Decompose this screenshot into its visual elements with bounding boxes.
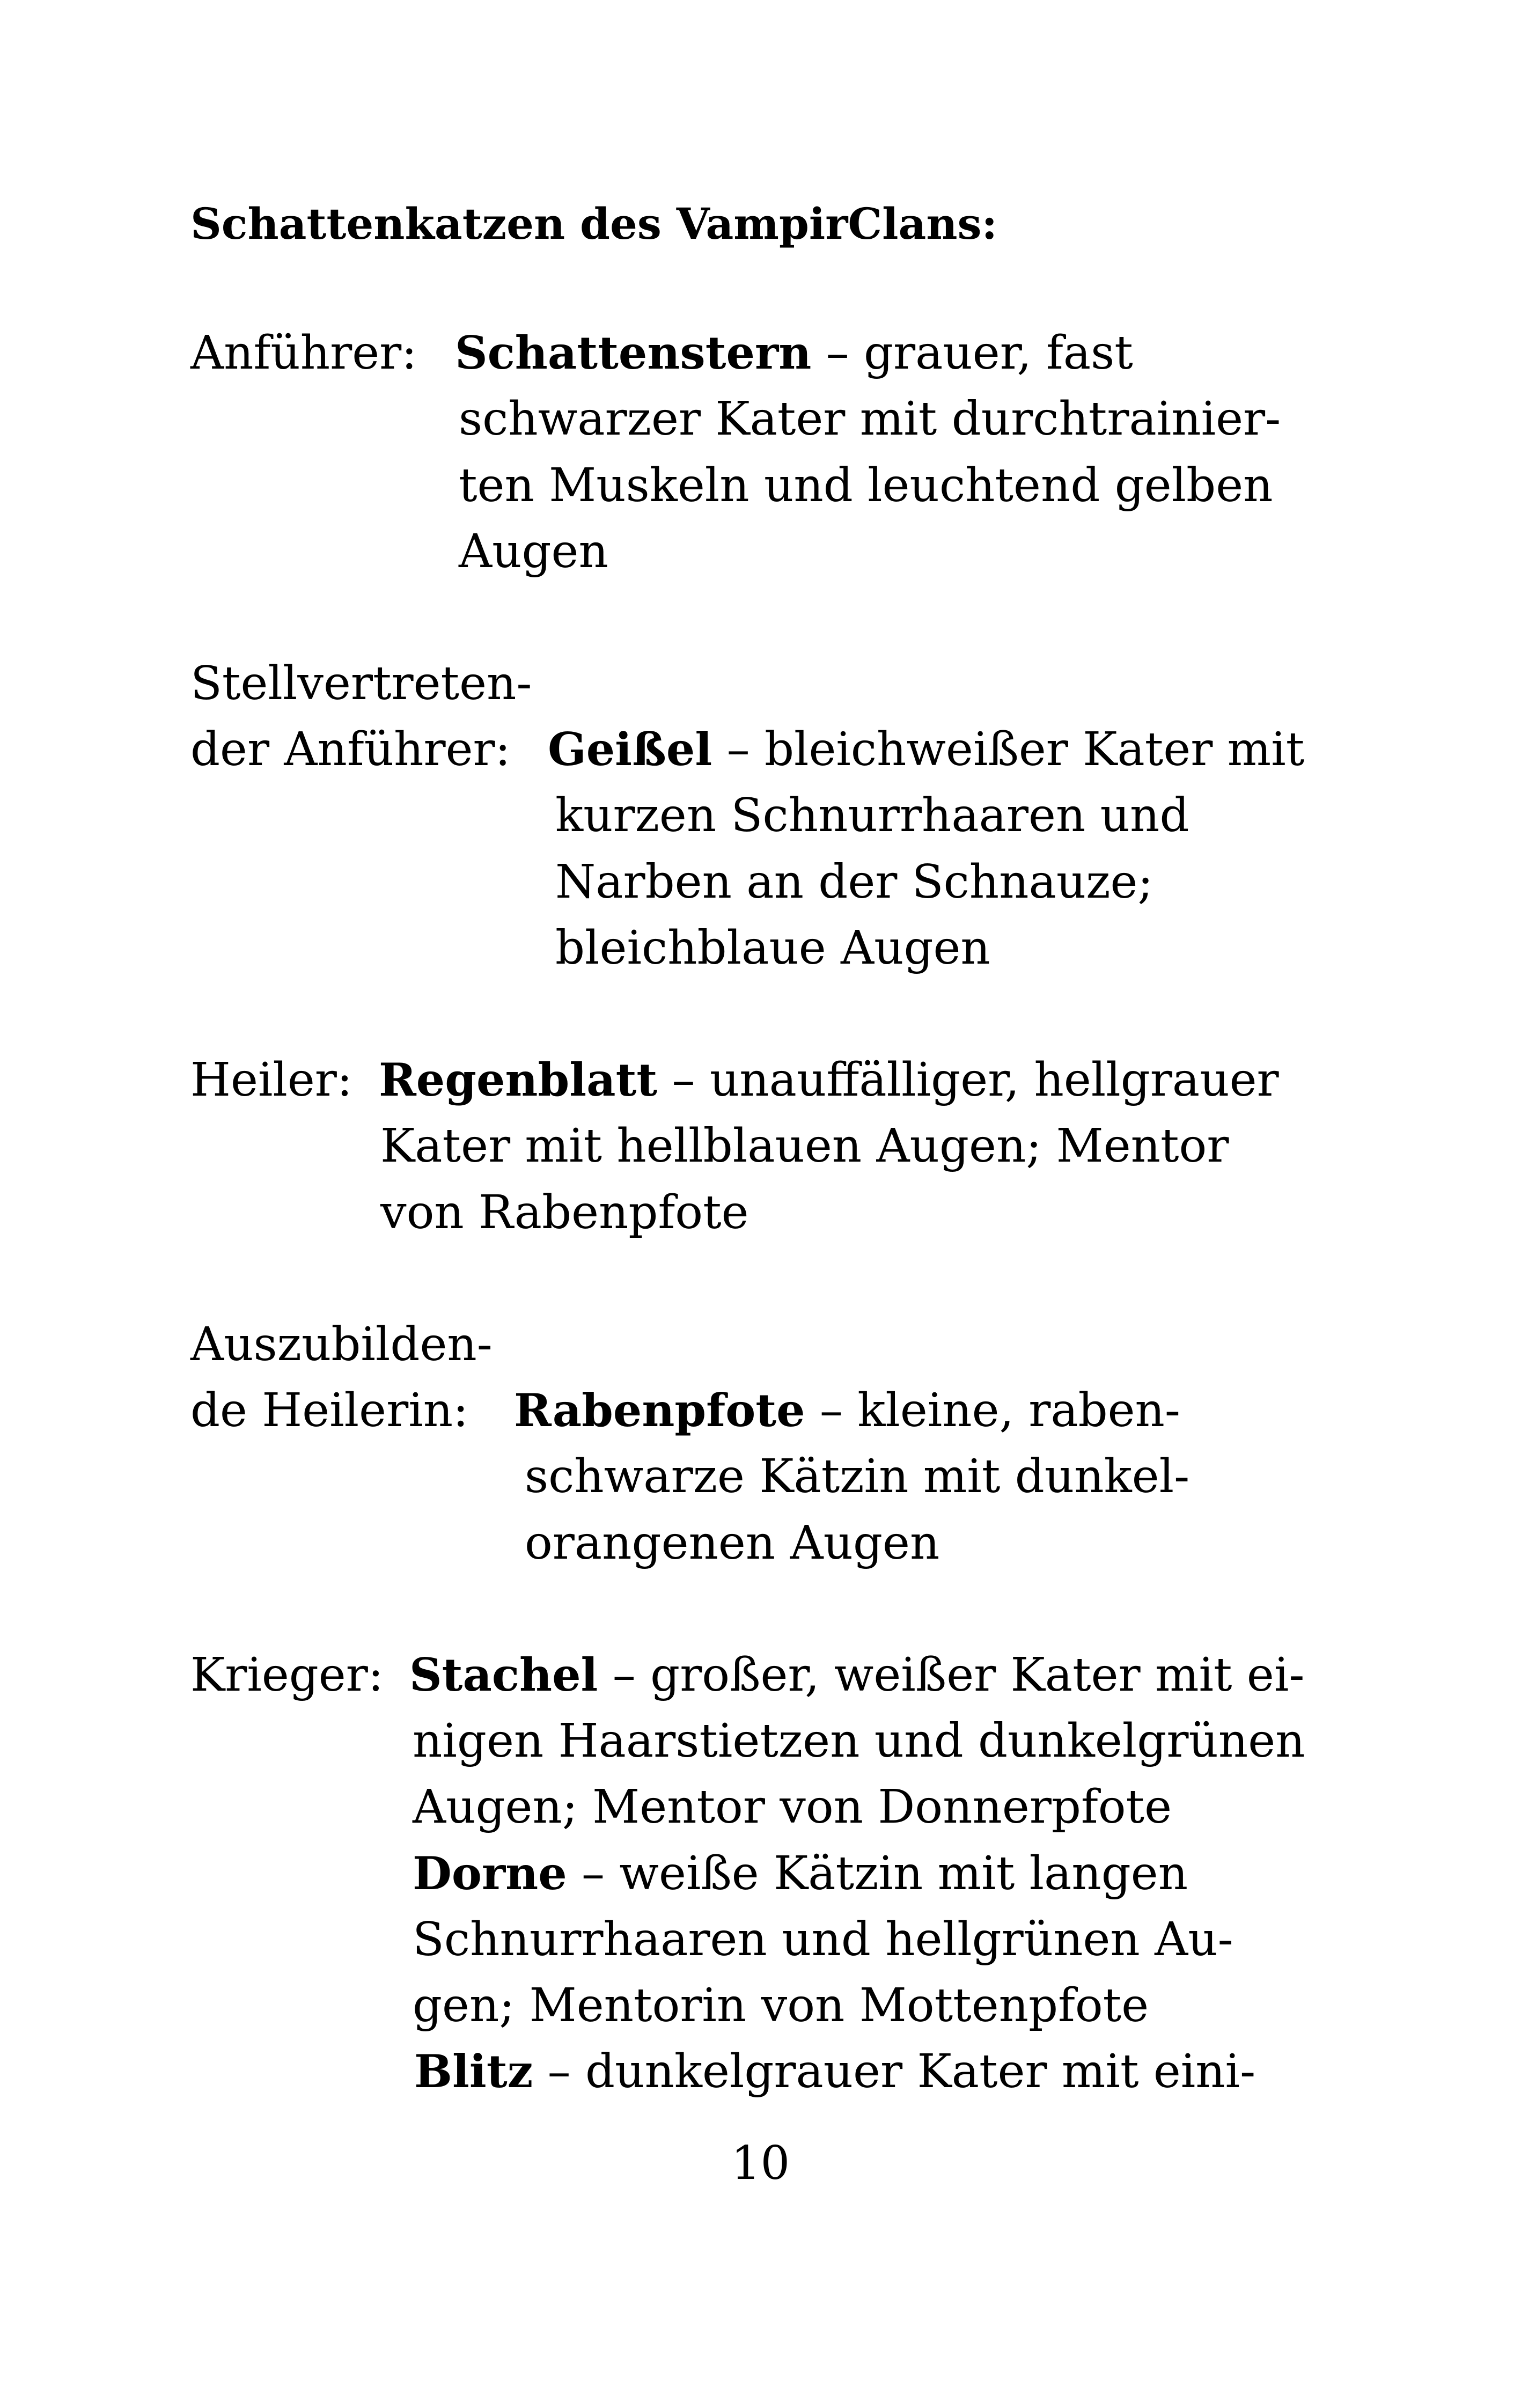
entry-first-line: [514, 1377, 1180, 1444]
description-line: Augen; Mentor von Donnerpfote: [413, 1780, 1172, 1834]
cat-description: – weiße Kätzin mit langen: [567, 1847, 1188, 1900]
description-line: Schnurrhaaren und hellgrünen Au-: [413, 1913, 1233, 1966]
entry-first-line: [455, 320, 1133, 386]
description-line: Narben an der Schnauze;: [555, 855, 1153, 909]
role-label: Krieger:: [190, 1648, 384, 1702]
entry-first-line: [409, 1642, 1304, 1708]
role-label: Stellvertreten-: [190, 657, 532, 710]
cat-description: – großer, weißer Kater mit ei-: [598, 1648, 1305, 1702]
cat-name: Dorne: [413, 1847, 567, 1900]
description-line: kurzen Schnurrhaaren und: [555, 789, 1189, 842]
description-line: von Rabenpfote: [380, 1186, 749, 1239]
role-label: Auszubilden-: [190, 1318, 493, 1371]
entry-first-line: [414, 2038, 1255, 2105]
cat-name: Regenblatt: [379, 1053, 658, 1106]
entry-first-line: [413, 1840, 1188, 1907]
role-label: Anführer:: [190, 326, 417, 380]
cat-description: – bleichweißer Kater mit: [712, 723, 1305, 776]
cat-description: – unauffälliger, hellgrauer: [657, 1053, 1279, 1107]
entry-first-line: [548, 716, 1304, 783]
entry-first-line: [379, 1047, 1279, 1113]
role-label: der Anführer:: [190, 723, 511, 776]
description-line: ten Muskeln und leuchtend gelben: [459, 459, 1273, 512]
role-label: de Heilerin:: [190, 1384, 469, 1437]
page-number: 10: [731, 2137, 790, 2190]
section-heading: Schattenkatzen des VampirClans:: [190, 199, 998, 249]
cat-description: – kleine, raben-: [805, 1384, 1180, 1437]
cat-name: Blitz: [414, 2045, 533, 2098]
cat-name: Schattenstern: [455, 326, 812, 379]
cat-description: – grauer, fast: [811, 326, 1133, 380]
description-line: Kater mit hellblauen Augen; Mentor: [380, 1119, 1229, 1173]
description-line: orangenen Augen: [525, 1516, 940, 1570]
description-line: schwarze Kätzin mit dunkel-: [525, 1450, 1190, 1503]
description-line: bleichblaue Augen: [555, 921, 990, 975]
description-line: gen; Mentorin von Mottenpfote: [413, 1979, 1149, 2032]
cat-name: Geißel: [548, 723, 712, 776]
description-line: Augen: [459, 525, 608, 578]
description-line: nigen Haarstietzen und dunkelgrünen: [413, 1714, 1305, 1768]
description-line: schwarzer Kater mit durchtrainier-: [459, 392, 1281, 446]
role-label: Heiler:: [190, 1053, 352, 1107]
cat-description: – dunkelgrauer Kater mit eini-: [533, 2045, 1256, 2098]
cat-name: Rabenpfote: [514, 1384, 805, 1437]
cat-name: Stachel: [409, 1648, 598, 1701]
